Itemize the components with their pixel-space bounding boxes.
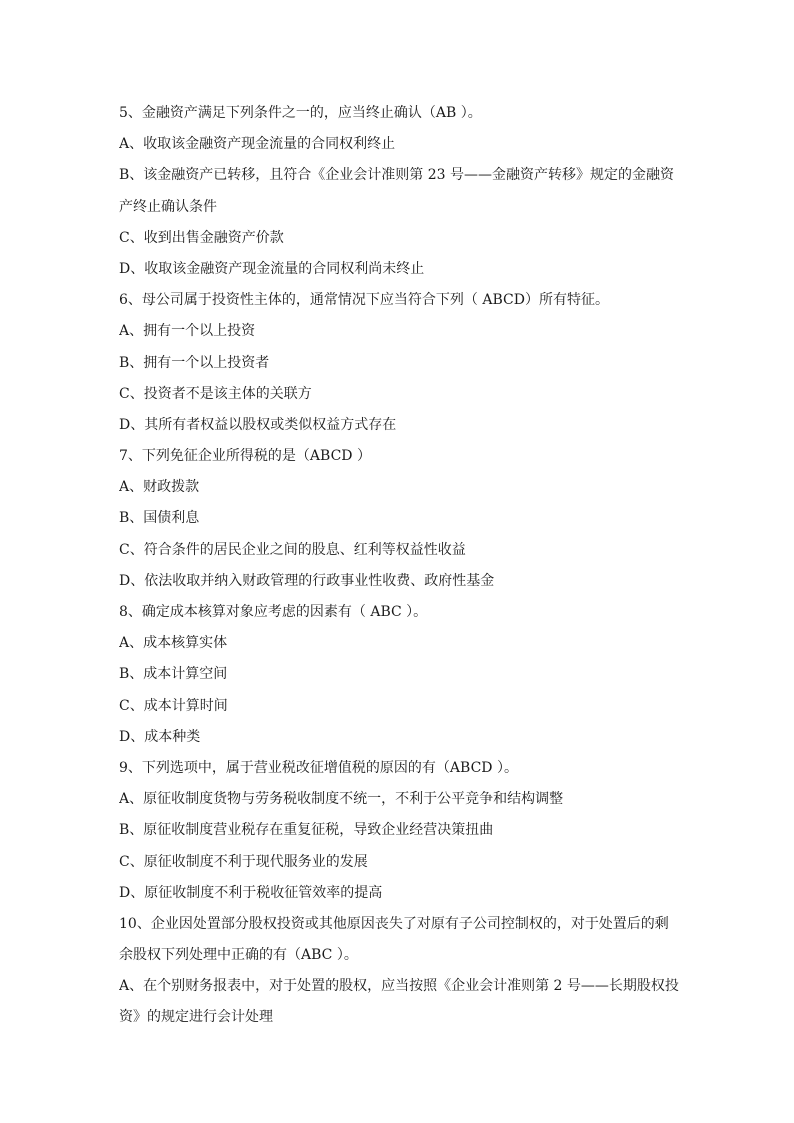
- question-5-option-b: B、该金融资产已转移，且符合《企业会计准则第 23 号——金融资产转移》规定的金融资: [119, 167, 675, 184]
- question-6-option-d: D、其所有者权益以股权或类似权益方式存在: [119, 416, 397, 433]
- question-6-option-a: A、拥有一个以上投资: [119, 323, 256, 340]
- question-7-option-b: B、国债利息: [119, 510, 200, 527]
- question-10-stem-continued: 余股权下列处理中正确的有（ABC ）。: [119, 947, 358, 964]
- question-9-option-b: B、原征收制度营业税存在重复征税，导致企业经营决策扭曲: [119, 822, 494, 839]
- question-5-option-b-continued: 产终止确认条件: [119, 198, 217, 215]
- question-5-option-c: C、收到出售金融资产价款: [119, 229, 284, 246]
- question-7-stem: 7、下列免征企业所得税的是（ABCD ）: [119, 448, 371, 465]
- question-9-option-a: A、原征收制度货物与劳务税收制度不统一，不利于公平竞争和结构调整: [119, 791, 564, 808]
- question-8-option-c: C、成本计算时间: [119, 697, 228, 714]
- question-10-option-a: A、在个别财务报表中，对于处置的股权，应当按照《企业会计准则第 2 号——长期股权投: [119, 978, 679, 995]
- question-5-stem: 5、金融资产满足下列条件之一的，应当终止确认（AB ）。: [119, 105, 482, 121]
- question-10-option-a-continued: 资》的规定进行会计处理: [119, 1009, 273, 1026]
- question-9-stem: 9、下列选项中，属于营业税改征增值税的原因的有（ABCD ）。: [119, 759, 518, 776]
- question-6-stem: 6、母公司属于投资性主体的，通常情况下应当符合下列（ ABCD）所有特征。: [119, 292, 609, 309]
- question-5-option-d: D、收取该金融资产现金流量的合同权利尚未终止: [119, 260, 425, 277]
- question-7-option-c: C、符合条件的居民企业之间的股息、红利等权益性收益: [119, 541, 466, 558]
- question-9-option-c: C、原征收制度不利于现代服务业的发展: [119, 853, 368, 870]
- question-8-option-a: A、成本核算实体: [119, 635, 228, 652]
- question-8-option-d: D、成本种类: [119, 728, 201, 745]
- question-7-option-d: D、依法收取并纳入财政管理的行政事业性收费、政府性基金: [119, 572, 495, 589]
- question-6-option-b: B、拥有一个以上投资者: [119, 354, 270, 371]
- question-7-option-a: A、财政拨款: [119, 479, 200, 496]
- question-9-option-d: D、原征收制度不利于税收征管效率的提高: [119, 884, 383, 901]
- question-10-stem: 10、企业因处置部分股权投资或其他原因丧失了对原有子公司控制权的，对于处置后的剩: [119, 915, 669, 932]
- question-8-stem: 8、确定成本核算对象应考虑的因素有（ ABC ）。: [119, 604, 428, 620]
- document-body: [119, 101, 695, 1037]
- question-5-option-a: A、收取该金融资产现金流量的合同权利终止: [119, 136, 396, 153]
- question-8-option-b: B、成本计算空间: [119, 666, 228, 683]
- question-6-option-c: C、投资者不是该主体的关联方: [119, 385, 312, 402]
